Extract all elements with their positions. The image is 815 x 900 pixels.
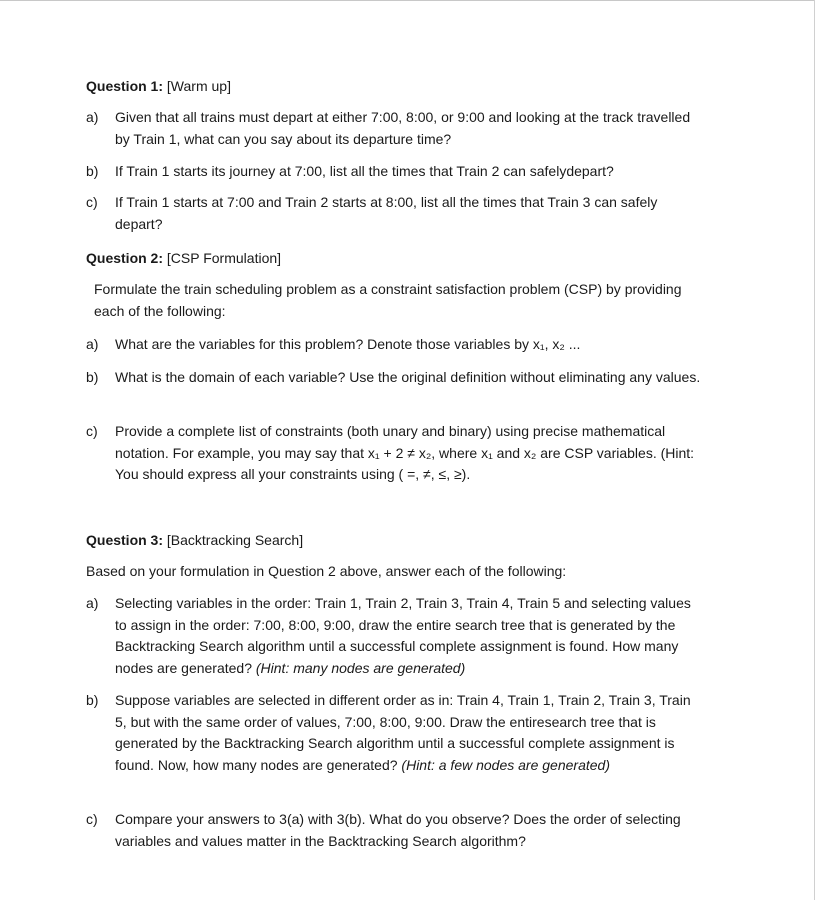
q2-item-c-text: Provide a complete list of constraints (both unary and binary) using precise mathematical notation. For example, you may say that x₁ + 2 ≠ x₂, where x₁ and x₂ are CSP variables. (Hint: You should express all your constraints using ( =, ≠, ≤, ≥). xyxy=(115,423,695,483)
q1-item-b-label: b) xyxy=(86,163,99,179)
q3-item-c-label: c) xyxy=(86,811,98,827)
q1-item-c-label: c) xyxy=(86,194,98,210)
q3-item-b xyxy=(86,690,706,776)
q2-item-c xyxy=(86,421,706,486)
q3-heading-label: Question 3: xyxy=(86,532,164,548)
q1-item-c-text: If Train 1 starts at 7:00 and Train 2 starts at 8:00, list all the times that Train 3 can safely depart? xyxy=(115,194,658,232)
q1-item-c xyxy=(86,192,706,235)
q3-item-a-label: a) xyxy=(86,595,99,611)
q1-heading-label: Question 1: xyxy=(86,78,164,94)
q1-heading-tag: [Warm up] xyxy=(166,78,231,94)
q3-item-b-hint: (Hint: a few nodes are generated) xyxy=(401,756,610,773)
page-top-border xyxy=(0,0,815,1)
q3-item-a-body xyxy=(115,593,706,679)
q3-item-c-text: Compare your answers to 3(a) with 3(b). What do you observe? Does the order of selecting variables and values matter in the Backtracking Search algorithm? xyxy=(115,811,681,849)
q2-item-b-label: b) xyxy=(86,369,99,385)
q3-item-a-text: Selecting variables in the order: Train 1, Train 2, Train 3, Train 4, Train 5 and selecting values to assign in the order: 7:00, 8:00, 9:00, draw the entire search tree that is generated by the Backtracking Search algorithm until a successful complete assignment is found. How many nodes are generated? xyxy=(115,595,691,676)
q2-heading-label: Question 2: xyxy=(86,250,164,266)
q3-item-a-hint: (Hint: many nodes are generated) xyxy=(255,659,466,676)
q3-item-a xyxy=(86,593,706,679)
q3-heading xyxy=(86,529,303,551)
q3-heading-tag: [Backtracking Search] xyxy=(166,532,304,548)
q2-item-a-text: What are the variables for this problem? Denote those variables by x₁, x₂ ... xyxy=(115,336,581,352)
q3-item-b-label: b) xyxy=(86,692,99,708)
q1-item-a-text: Given that all trains must depart at either 7:00, 8:00, or 9:00 and looking at the track travelled by Train 1, what can you say about its departure time? xyxy=(115,109,691,147)
q3-item-b-body xyxy=(115,690,706,776)
q1-item-a xyxy=(86,107,706,150)
q2-heading-tag: [CSP Formulation] xyxy=(166,250,282,266)
q2-item-b-text: What is the domain of each variable? Use the original definition without eliminating any values. xyxy=(115,369,701,385)
q2-item-c-label: c) xyxy=(86,423,98,439)
q3-intro: Based on your formulation in Question 2 above, answer each of the following: xyxy=(86,563,567,579)
q1-item-b xyxy=(86,161,706,183)
q2-item-a-label: a) xyxy=(86,336,99,352)
q2-intro: Formulate the train scheduling problem as a constraint satisfaction problem (CSP) by providing each of the following: xyxy=(94,281,682,319)
q3-item-b-text: Suppose variables are selected in different order as in: Train 4, Train 1, Train 2, Train 3, Train 5, but with the same order of values, 7:00, 8:00, 9:00. Draw the entiresearch tree that is generated by the Backtracking Search algorithm until a successful complete assignment is found. Now, how many nodes are generated? xyxy=(115,692,691,773)
q2-item-a xyxy=(86,334,706,356)
q2-heading xyxy=(86,247,281,269)
q1-item-a-label: a) xyxy=(86,109,99,125)
q2-item-b xyxy=(86,367,706,389)
q1-heading xyxy=(86,75,231,97)
q1-item-b-text: If Train 1 starts its journey at 7:00, list all the times that Train 2 can safelydepart? xyxy=(115,163,614,179)
q3-item-c xyxy=(86,809,706,852)
